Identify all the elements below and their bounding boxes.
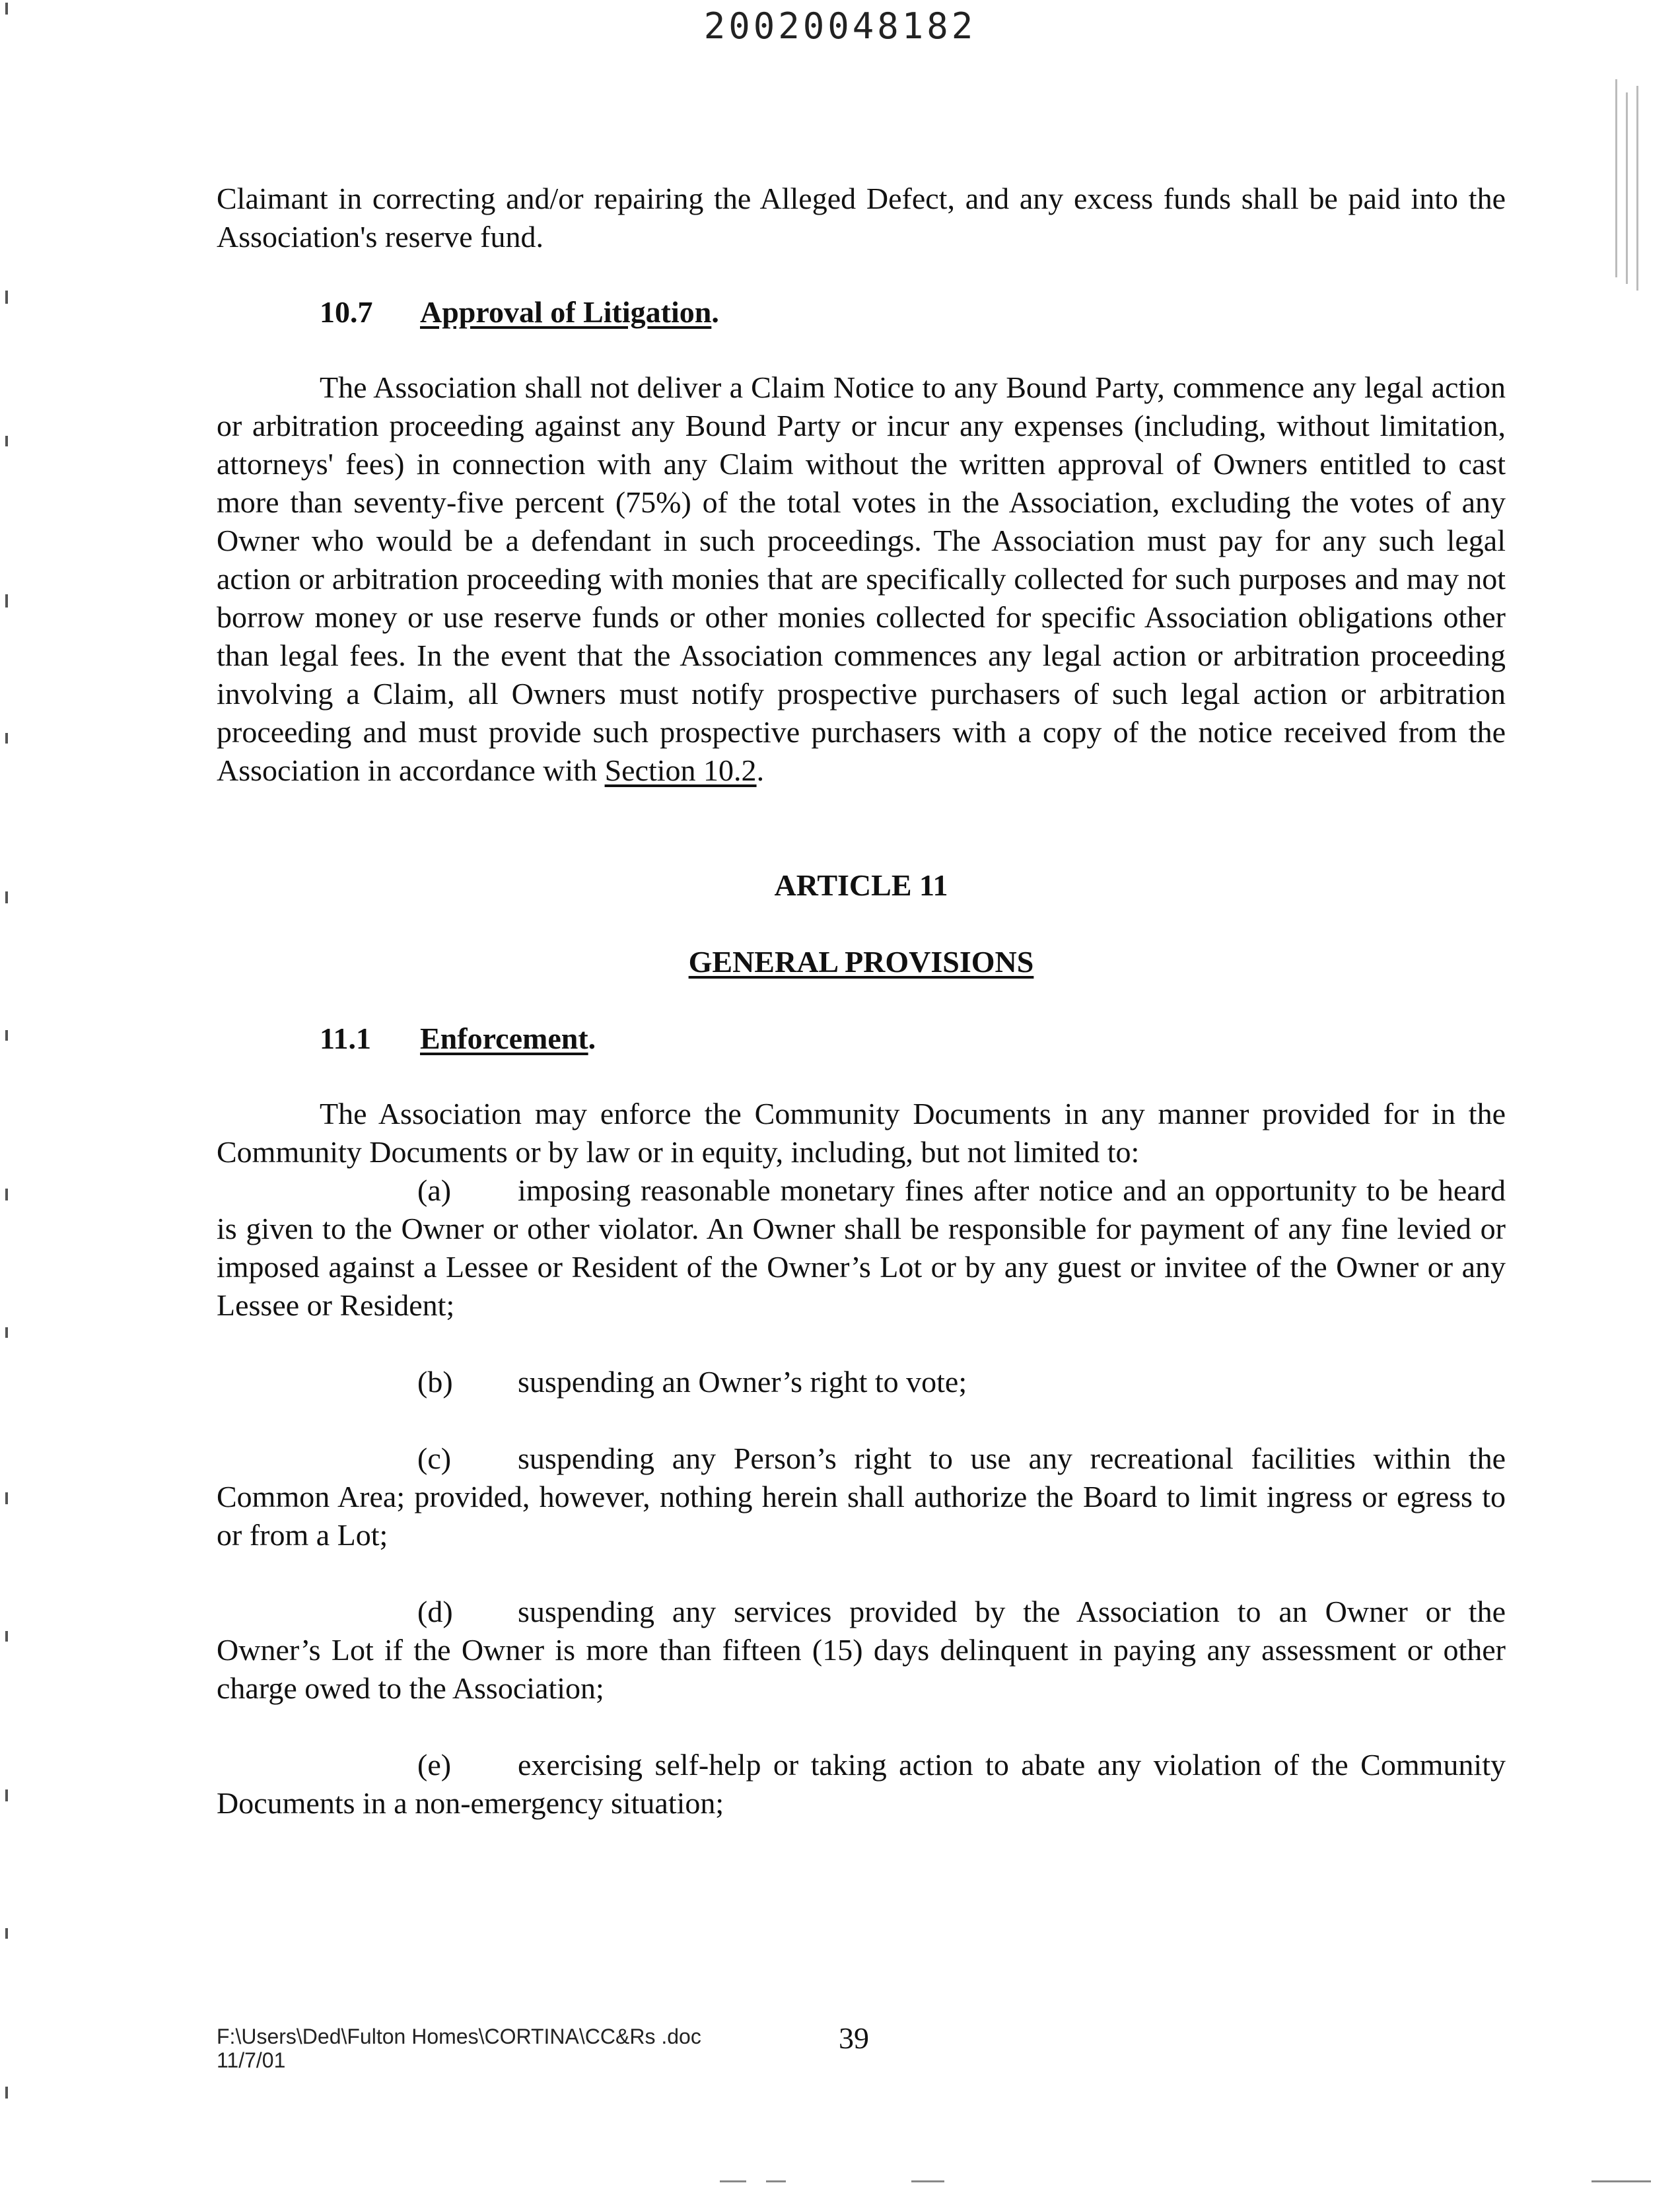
section-title: Enforcement (420, 1022, 588, 1055)
document-number: 20020048182 (703, 5, 977, 47)
list-item-text: suspending any services provided by the Association to an Owner or the Owner’s Lot if the Owner is more than fifteen (15) days delinquent in paying any assessment or other charge owed to the Association; (217, 1595, 1506, 1705)
list-item (217, 1746, 1506, 1822)
paragraph-end: . (756, 753, 765, 787)
list-item-text: exercising self-help or taking action to abate any violation of the Community Documents in a non-emergency situation; (217, 1748, 1506, 1820)
list-item (217, 1593, 1506, 1708)
list-item-label: (b) (417, 1365, 453, 1399)
section-number: 11.1 (320, 1022, 371, 1055)
section-heading-11-1 (217, 1020, 1506, 1058)
list-item-label: (e) (417, 1748, 452, 1782)
list-item (217, 1440, 1506, 1554)
list-item-text: imposing reasonable monetary fines after notice and an opportunity to be heard is given to the Owner or other violator. An Owner shall be responsible for payment of any fine levied or imposed against a Lessee or Resident of the Owner’s Lot or by any guest or invitee of the Owner or any Lessee or Resident; (217, 1173, 1506, 1322)
paragraph-text: The Association shall not deliver a Claim Notice to any Bound Party, commence any legal action or arbitration proceeding against any Bound Party or incur any expenses (including, without limitation, attorneys' fees) in connection with any Claim without the written approval of Owners entitled to cast more than seventy-five percent (75%) of the total votes in the Association, excluding the votes of any Owner who would be a defendant in such proceedings. The Association must pay for any such legal action or arbitration proceeding with monies that are specifically collected for such purposes and may not borrow money or use reserve funds or other monies collected for specific Association obligations other than legal fees. In the event that the Association commences any legal action or arbitration proceeding involving a Claim, all Owners must notify prospective purchasers of such legal action or arbitration proceeding and must provide such prospective purchasers with a copy of the notice received from the Association in accordance with (217, 370, 1506, 787)
scanner-edge-stamp (1609, 79, 1655, 297)
section-number: 10.7 (320, 295, 373, 329)
scan-bottom-marks (0, 2179, 1680, 2187)
list-item-label: (c) (417, 1441, 452, 1475)
page-number: 39 (839, 2021, 869, 2055)
article-title (217, 943, 1506, 981)
footer-file-info (217, 2025, 701, 2072)
section-title-suffix: . (711, 295, 719, 329)
list-item-label: (d) (417, 1595, 453, 1628)
section-11-1-intro: The Association may enforce the Community Documents in any manner provided for in the Community Documents or by law or in equity, including, but not limited to: (217, 1097, 1506, 1169)
list-item-text: suspending an Owner’s right to vote; (518, 1365, 967, 1399)
article-number: ARTICLE 11 (774, 868, 948, 902)
list-item (217, 1171, 1506, 1325)
footer-date: 11/7/01 (217, 2048, 286, 2072)
section-title-suffix: . (588, 1022, 596, 1055)
footer-file-path: F:\Users\Ded\Fulton Homes\CORTINA\CC&Rs .doc (217, 2025, 701, 2048)
article-title-text: GENERAL PROVISIONS (688, 945, 1034, 979)
section-10-2-reference: Section 10.2 (604, 753, 757, 787)
list-item (217, 1363, 1506, 1401)
scan-margin-marks (0, 0, 26, 2187)
list-item-label: (a) (417, 1173, 452, 1207)
document-body (217, 180, 1506, 1822)
section-10-7-paragraph (217, 368, 1506, 790)
section-heading-10-7 (217, 293, 1506, 331)
section-title: Approval of Litigation (420, 295, 712, 329)
list-item-text: suspending any Person’s right to use any recreational facilities within the Common Area; provided, however, nothing herein shall authorize the Board to limit ingress or egress to or from a Lot; (217, 1441, 1506, 1552)
continuation-paragraph: Claimant in correcting and/or repairing the Alleged Defect, and any excess funds shall be paid into the Association's reserve fund. (217, 182, 1506, 254)
